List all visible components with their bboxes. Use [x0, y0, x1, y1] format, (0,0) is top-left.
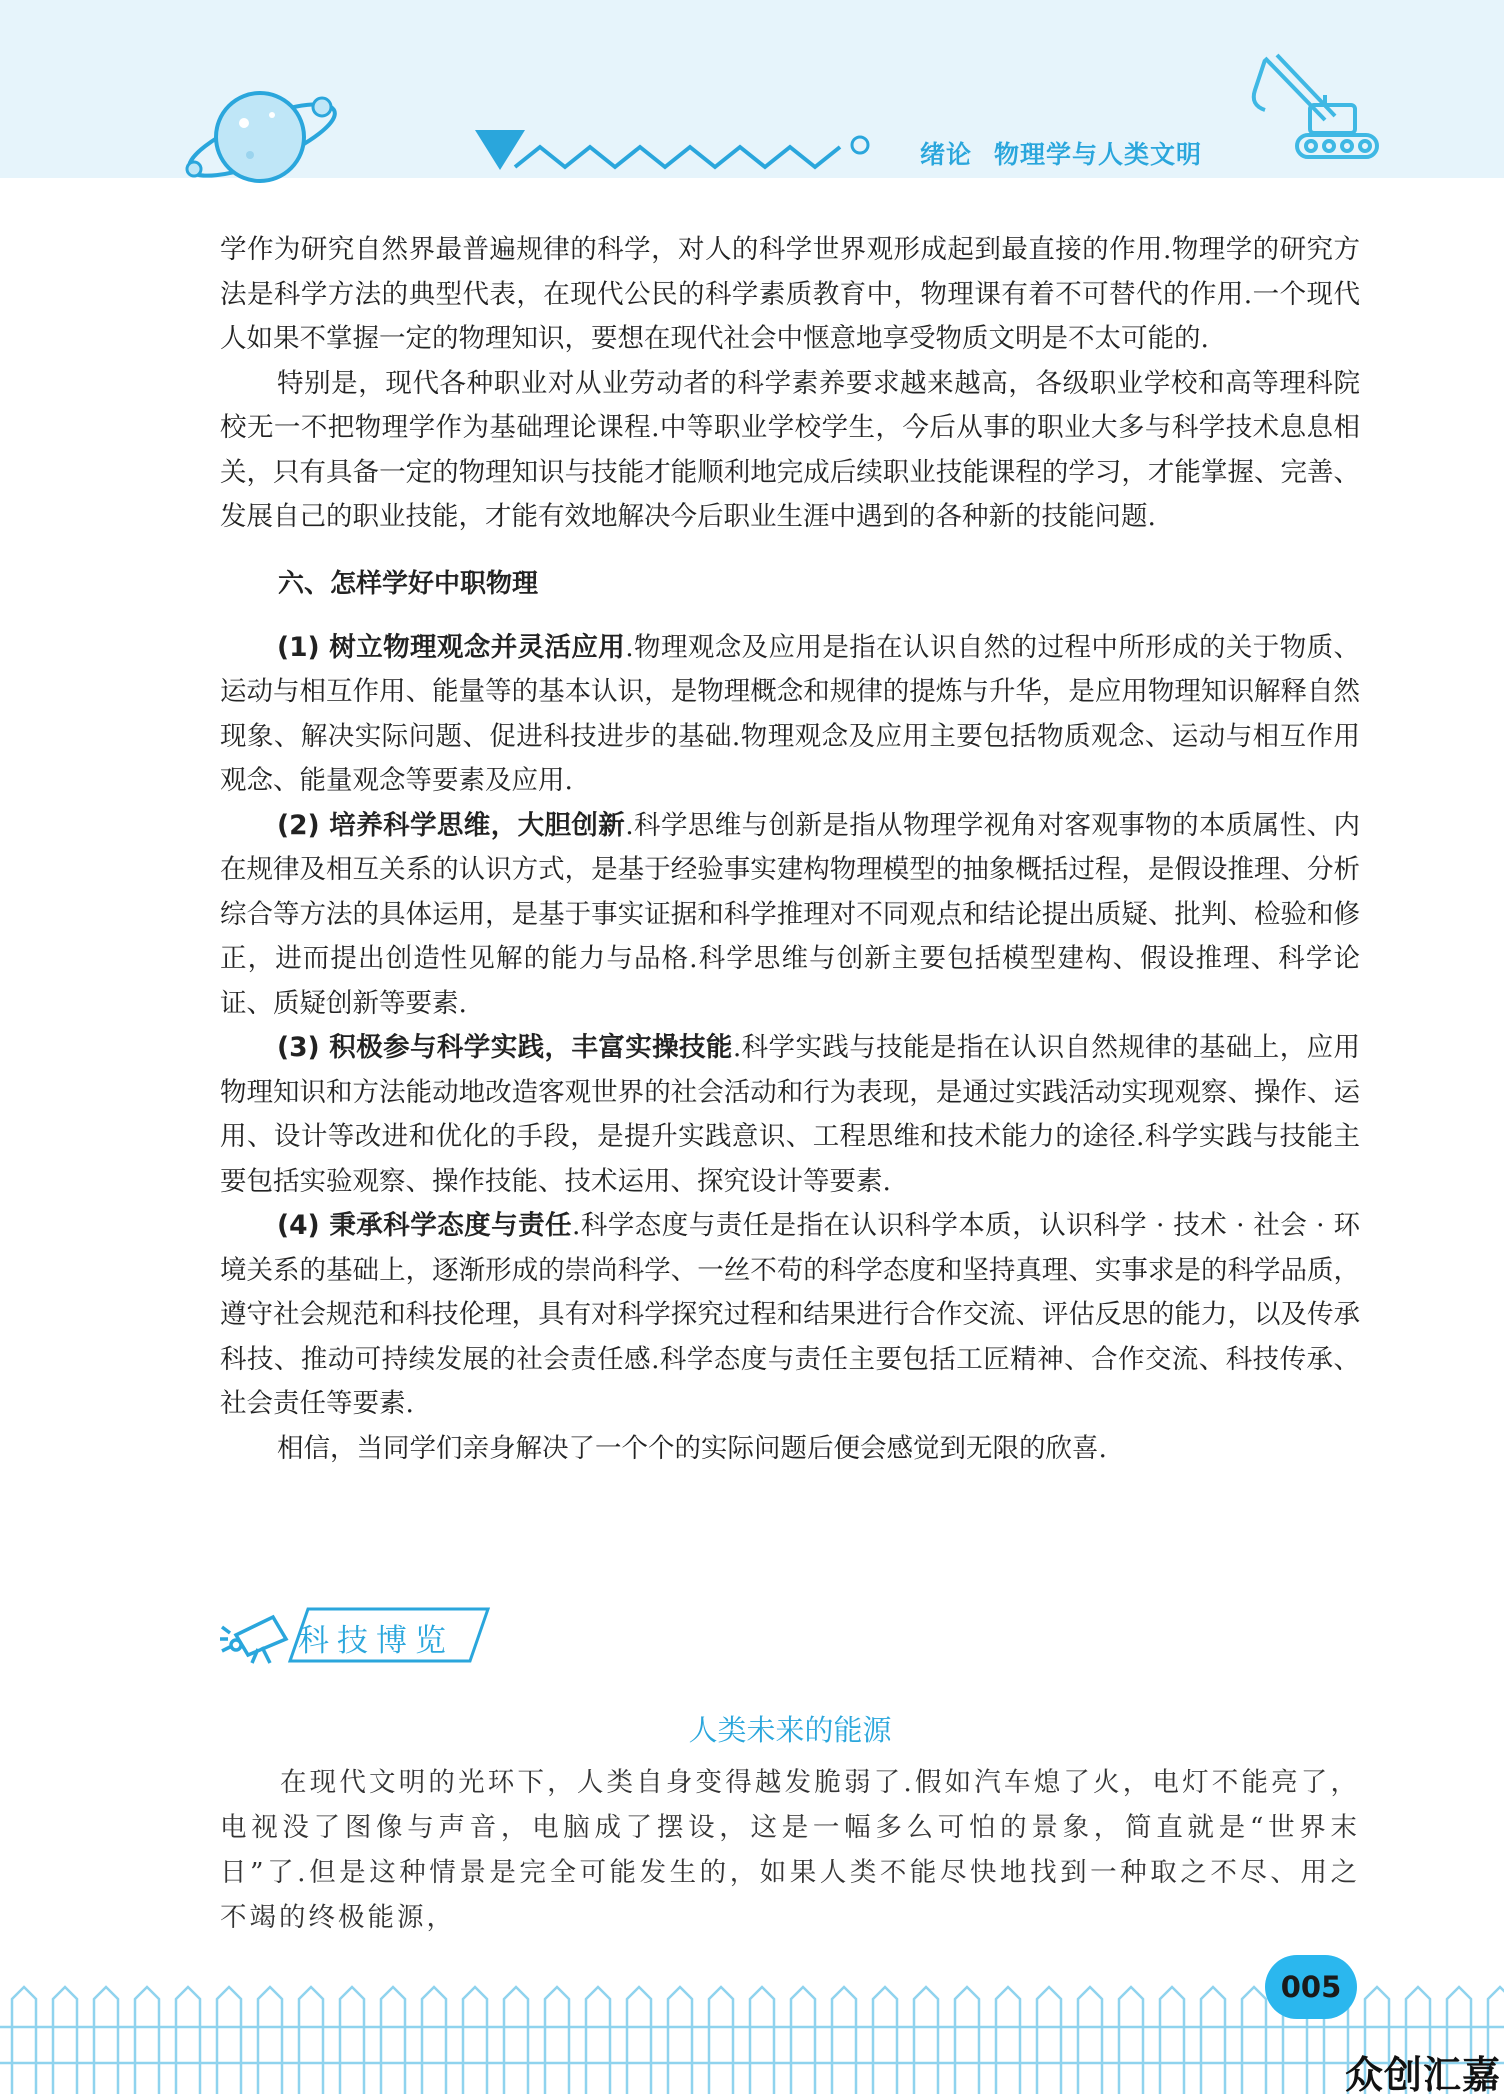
fence-picket [709, 1987, 733, 2094]
main-content [220, 228, 1360, 1471]
point-2 [220, 804, 1360, 1027]
point-3-body: .科学实践与技能是指在认识自然规律的基础上，应用物理知识和方法能动地改造客观世界的社会活动和行为表现，是通过实践活动实现观察、操作、运用、设计等改进和优化的手段，是提升实践意识、工程思维和技术能力的途径.科学实践与技能主要包括实验观察、操作技能、技术运用、探究设计等要素. [220, 1032, 1360, 1197]
section-heading: 六、怎样学好中职物理 [278, 568, 539, 599]
fence-picket [791, 1987, 815, 2094]
point-1-lead: (1) 树立物理观念并灵活应用 [277, 631, 626, 663]
fence-picket [340, 1987, 364, 2094]
fence-picket [135, 1987, 159, 2094]
point-4-lead: (4) 秉承科学态度与责任 [277, 1210, 572, 1241]
fence-picket [176, 1987, 200, 2094]
fence-picket [1160, 1987, 1184, 2094]
fence-picket [422, 1987, 446, 2094]
chapter-label: 绪论 [920, 140, 973, 169]
chapter-header [920, 135, 1224, 171]
point-2-body: .科学思维与创新是指从物理学视角对客观事物的本质属性、内在规律及相互关系的认识方式，是基于经验事实建构物理模型的抽象概括过程，是假设推理、分析综合等方法的具体运用，是基于事实证据和科学推理对不同观点和结论提出质疑、批判、检验和修正，进而提出创造性见解的能力与品格.科学思维与创新主要包括模型建构、假设推理、科学论证、质疑创新等要素. [220, 809, 1360, 1019]
point-4 [220, 1204, 1360, 1427]
point-1 [220, 626, 1360, 804]
point-3 [220, 1026, 1360, 1204]
article-title: 人类未来的能源 [688, 1713, 892, 1747]
point-1-body: .物理观念及应用是指在认识自然的过程中所形成的关于物质、运动与相互作用、能量等的基本认识，是物理概念和规律的提炼与升华，是应用物理知识解释自然现象、解决实际问题、促进科技进步的基础.物理观念及应用主要包括物质观念、运动与相互作用观念、能量观念等要素及应用. [220, 631, 1360, 796]
fence-picket [12, 1987, 36, 2094]
sidebar-badge-label: 科技博览 [298, 1623, 454, 1659]
fence-picket [1242, 1987, 1266, 2094]
point-2-lead: (2) 培养科学思维，大胆创新 [277, 809, 626, 841]
planet-icon [180, 85, 345, 195]
fence-picket [217, 1987, 241, 2094]
fence-picket [1119, 1987, 1143, 2094]
fence-picket [668, 1987, 692, 2094]
point-3-lead: (3) 积极参与科学实践，丰富实操技能 [277, 1032, 733, 1063]
zigzag-decoration [470, 125, 880, 185]
sidebar-badge [218, 1605, 498, 1665]
fence-picket [1078, 1987, 1102, 2094]
fence-picket [463, 1987, 487, 2094]
article [220, 1760, 1360, 1940]
crane-icon [1245, 50, 1380, 165]
fence-picket [750, 1987, 774, 2094]
chapter-title: 物理学与人类文明 [994, 140, 1203, 169]
fence-picket [627, 1987, 651, 2094]
fence-picket [53, 1987, 77, 2094]
closing-paragraph: 相信，当同学们亲身解决了一个个的实际问题后便会感觉到无限的欣喜. [277, 1432, 1107, 1464]
fence-picket [873, 1987, 897, 2094]
fence-picket [996, 1987, 1020, 2094]
fence-picket [914, 1987, 938, 2094]
watermark: 众创汇嘉 [1345, 2053, 1502, 2097]
fence-picket [832, 1987, 856, 2094]
fence-picket [94, 1987, 118, 2094]
fence-picket [955, 1987, 979, 2094]
fence-picket [545, 1987, 569, 2094]
intro-paragraph-1: 学作为研究自然界最普遍规律的科学，对人的科学世界观形成起到最直接的作用.物理学的研究方法是科学方法的典型代表，在现代公民的科学素质教育中，物理课有着不可替代的作用.一个现代人如果不掌握一定的物理知识，要想在现代社会中惬意地享受物质文明是不太可能的. [220, 234, 1360, 354]
fence-picket [1201, 1987, 1225, 2094]
fence-picket [586, 1987, 610, 2094]
fence-picket [381, 1987, 405, 2094]
fence-picket [504, 1987, 528, 2094]
fence-picket [299, 1987, 323, 2094]
intro-paragraph-2: 特别是，现代各种职业对从业劳动者的科学素养要求越来越高，各级职业学校和高等理科院校无一不把物理学作为基础理论课程.中等职业学校学生，今后从事的职业大多与科学技术息息相关，只有具备一定的物理知识与技能才能顺利地完成后续职业技能课程的学习，才能掌握、完善、发展自己的职业技能，才能有效地解决今后职业生涯中遇到的各种新的技能问题. [220, 367, 1360, 532]
fence-picket [1037, 1987, 1061, 2094]
fence-picket [258, 1987, 282, 2094]
page-number: 005 [1265, 1955, 1357, 2019]
article-paragraph: 在现代文明的光环下，人类自身变得越发脆弱了.假如汽车熄了火，电灯不能亮了，电视没了图像与声音，电脑成了摆设，这是一幅多么可怕的景象，简直就是“世界末日”了.但是这种情景是完全可能发生的，如果人类不能尽快地找到一种取之不尽、用之不竭的终极能源， [220, 1767, 1360, 1933]
point-4-body: .科学态度与责任是指在认识科学本质，认识科学 · 技术 · 社会 · 环境关系的基础上，逐渐形成的崇尚科学、一丝不苟的科学态度和坚持真理、实事求是的科学品质，遵守社会规范和科技伦理，具有对科学探究过程和结果进行合作交流、评估反思的能力，以及传承科技、推动可持续发展的社会责任感.科学态度与责任主要包括工匠精神、合作交流、科技传承、社会责任等要素. [220, 1210, 1360, 1419]
